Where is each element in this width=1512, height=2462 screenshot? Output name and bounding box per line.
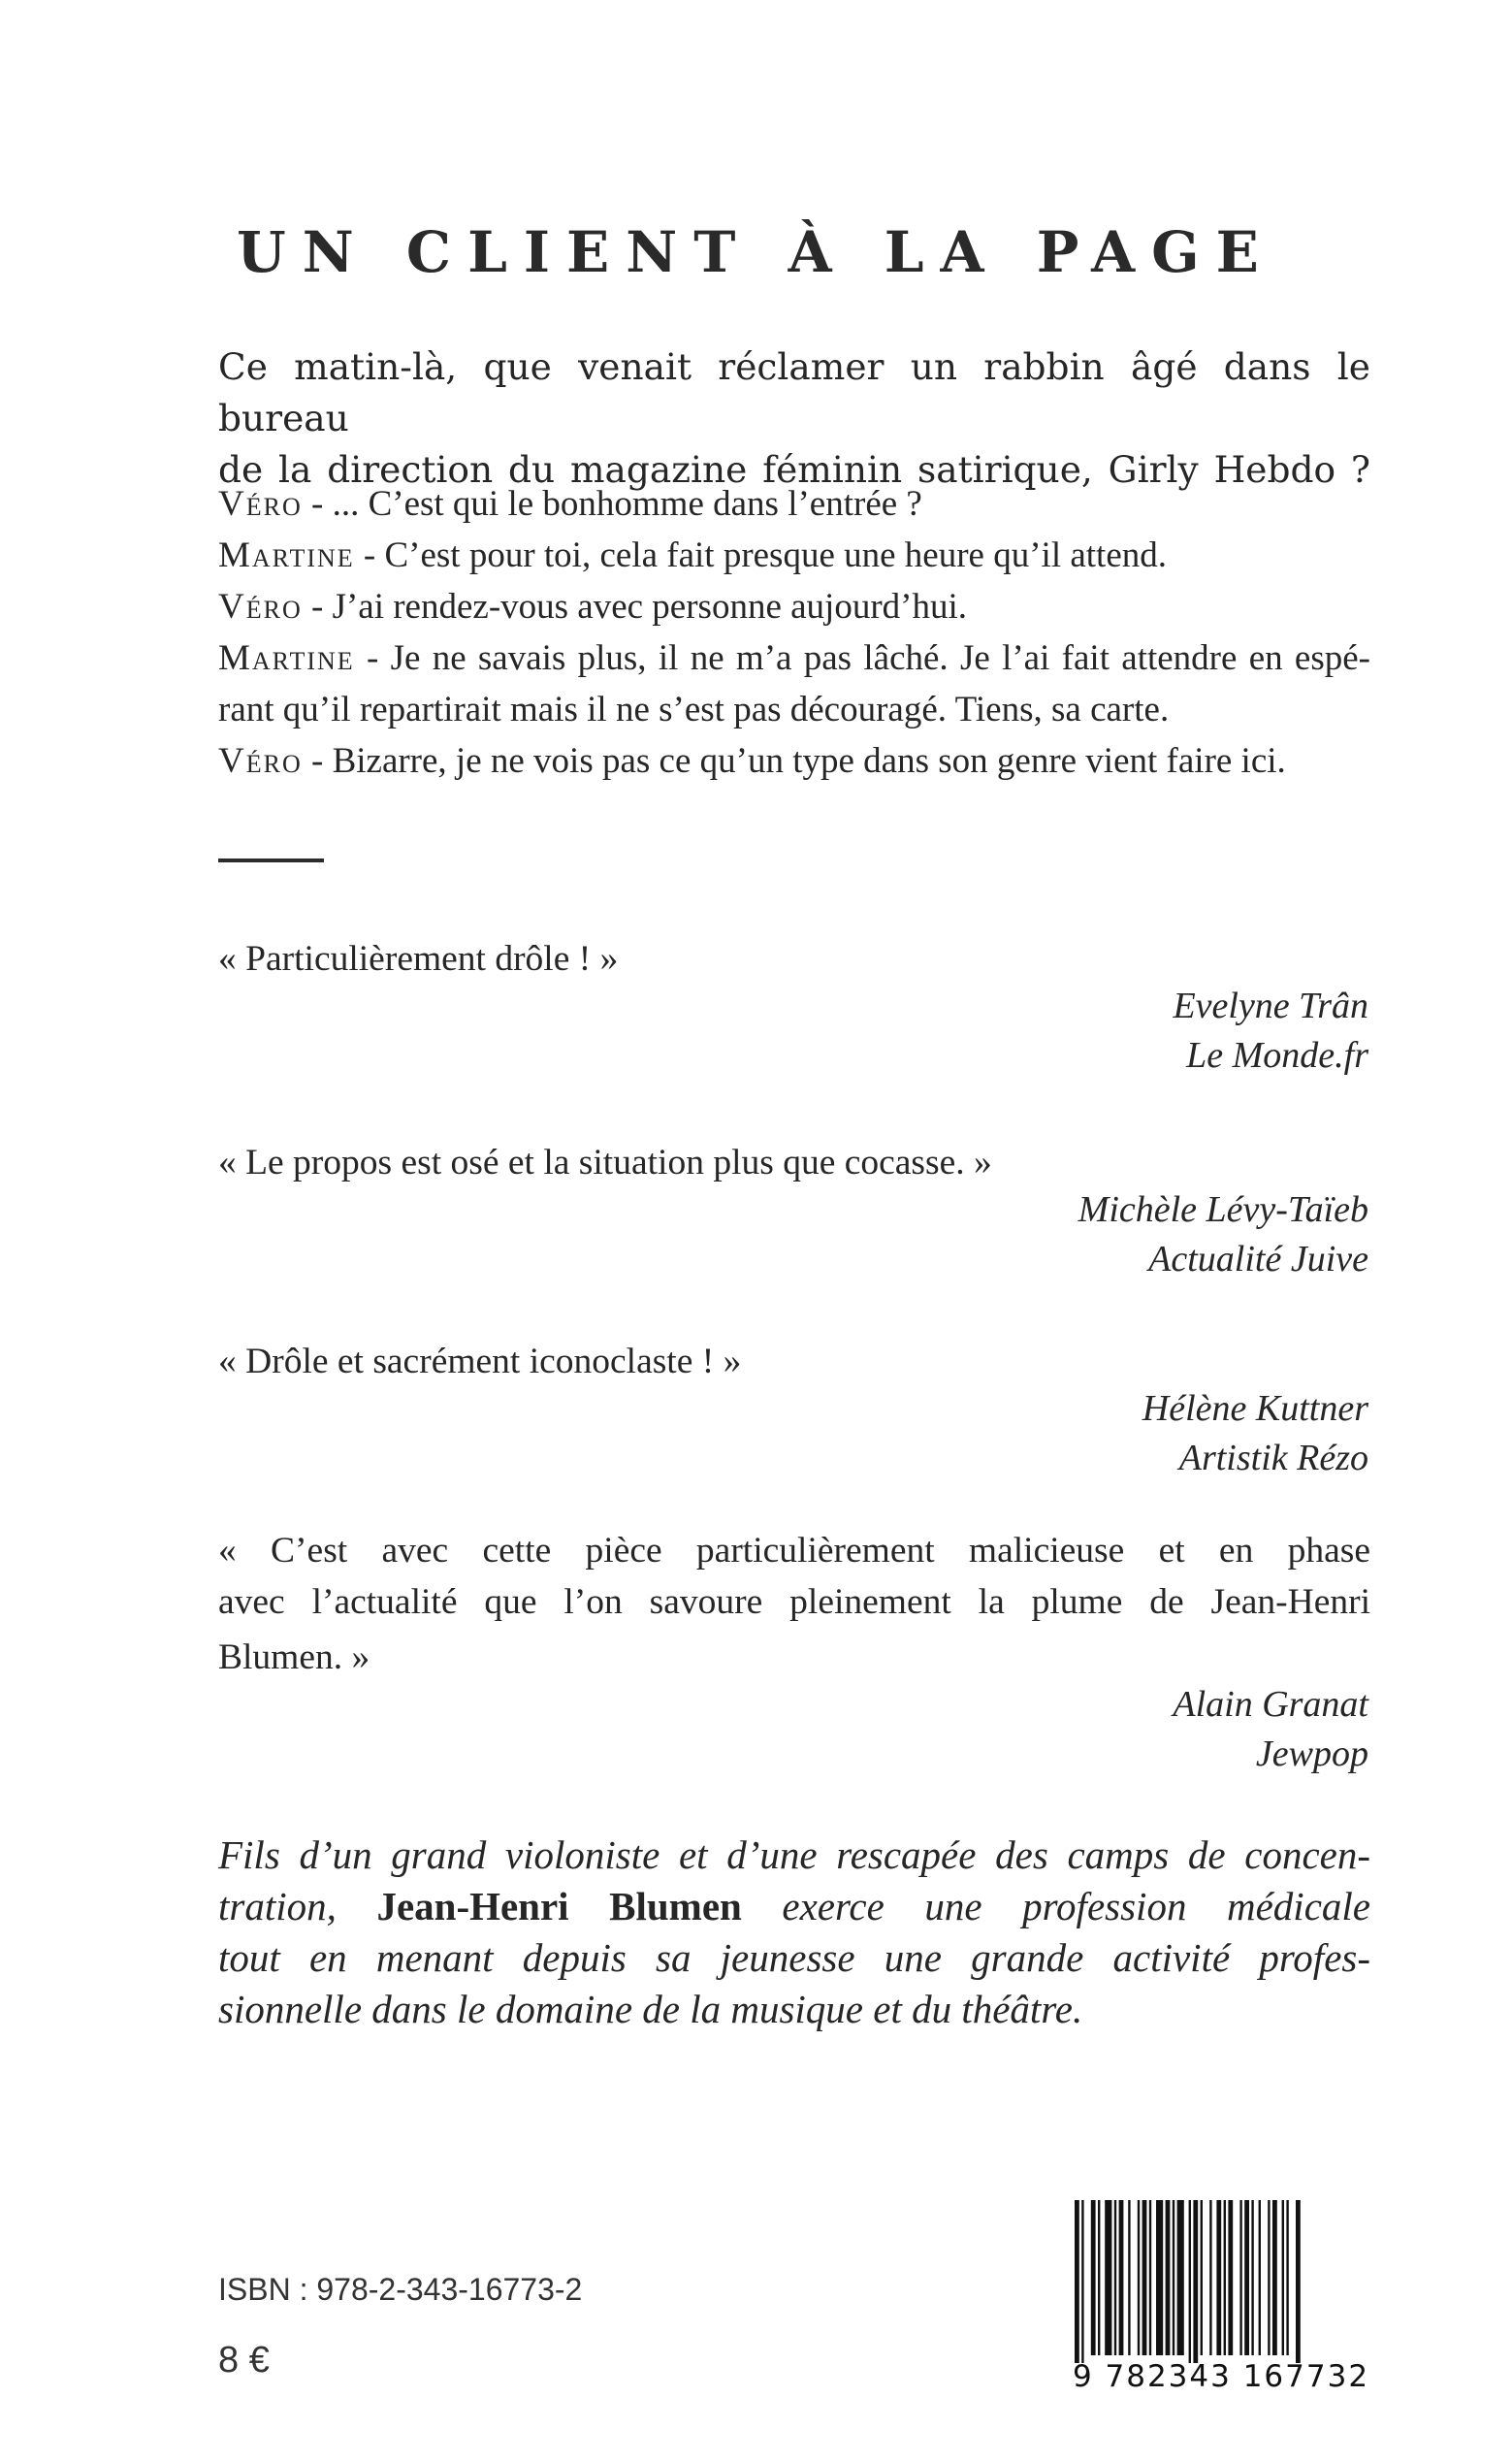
barcode-bar: [1259, 2200, 1261, 2355]
barcode-bar: [1081, 2200, 1083, 2363]
barcode-bar: [1239, 2200, 1241, 2355]
dialogue-line: Véro - J’ai rendez-vous avec personne aujourd’hui.: [218, 587, 967, 627]
dialogue-text: Bizarre, je ne vois pas ce qu’un type dans son genre vient faire ici.: [323, 741, 1286, 781]
barcode-bar: [1166, 2200, 1171, 2355]
review-attribution: [1173, 982, 1368, 1081]
speaker: Véro: [218, 741, 303, 781]
barcode-bar: [1173, 2200, 1174, 2355]
barcode-bar: [1224, 2200, 1226, 2355]
section-divider: [218, 858, 324, 862]
dialogue-line: Martine - Je ne savais plus, il ne m’a pas lâché. Je l’ai fait attendre en espé-: [218, 638, 1371, 678]
barcode-bar: [1105, 2200, 1111, 2355]
review-source: Actualité Juive: [1148, 1239, 1368, 1280]
barcode-bar: [1268, 2200, 1270, 2355]
barcode-bar: [1075, 2200, 1079, 2363]
review-source: Artistik Rézo: [1178, 1438, 1368, 1478]
price: 8 €: [218, 2340, 270, 2381]
dialogue-text: rant qu’il repartirait mais il ne s’est pas découragé. Tiens, sa carte.: [218, 690, 1170, 729]
barcode-digits: 9 782343 167732: [1072, 2359, 1370, 2394]
barcode-bar: [1209, 2200, 1211, 2355]
review-attribution: [1142, 1384, 1368, 1483]
speaker: Martine: [218, 638, 355, 678]
barcode-bar: [1272, 2200, 1277, 2355]
dialogue-text: C’est pour toi, cela fait presque une heure qu’il attend.: [375, 535, 1168, 575]
review-quote: « Le propos est osé et la situation plus que cocasse. »: [218, 1143, 992, 1182]
review-source: Le Monde.fr: [1186, 1035, 1368, 1076]
barcode-bar: [1098, 2200, 1100, 2355]
barcode-bar: [1128, 2200, 1130, 2355]
synopsis-line: de la direction du magazine féminin satirique, Girly Hebdo ?: [218, 448, 1370, 491]
barcode-bar: [1091, 2200, 1096, 2355]
barcode-bar: [1282, 2200, 1284, 2355]
speaker: Martine: [218, 535, 355, 575]
speaker: Véro: [218, 587, 303, 627]
barcode-bar: [1149, 2200, 1151, 2355]
review-attribution: [1078, 1185, 1368, 1284]
barcode-bar: [1296, 2200, 1301, 2363]
barcode-bar: [1189, 2200, 1191, 2363]
barcode-bar: [1228, 2200, 1233, 2355]
review-source: Jewpop: [1255, 1733, 1368, 1774]
synopsis-line: Ce matin-là, que venait réclamer un rabbin âgé dans le bureau: [218, 345, 1370, 439]
dialogue-line: Véro - Bizarre, je ne vois pas ce qu’un type dans son genre vient faire ici.: [218, 741, 1286, 781]
review-attribution: [1173, 1680, 1368, 1779]
dialogue-text: ... C’est qui le bonhomme dans l’entrée ?: [323, 484, 922, 524]
barcode-bar: [1193, 2200, 1198, 2363]
barcode-bar: [1114, 2200, 1116, 2355]
barcode-bar: [1244, 2200, 1249, 2355]
review-author: Evelyne Trân: [1173, 986, 1368, 1026]
author-name: Jean-Henri Blumen: [376, 1884, 742, 1928]
barcode-bar: [1156, 2200, 1163, 2355]
dialogue-line: Martine - C’est pour toi, cela fait presque une heure qu’il attend.: [218, 535, 1168, 575]
dialogue-excerpt: [218, 478, 1370, 787]
review-author: Alain Granat: [1173, 1684, 1368, 1725]
book-title: UN CLIENT À LA PAGE: [237, 219, 1275, 285]
dialogue-line: [218, 684, 1370, 735]
review-quote: « C’est avec cette pièce particulièrement malicieuse et en phase avec l’actualité que l’on savoure pleinement la plume de Jean-Henri Blumen. »: [218, 1531, 1370, 1677]
review-quote: « Particulièrement drôle ! »: [218, 939, 619, 979]
review-quote: « Drôle et sacrément iconoclaste ! »: [218, 1342, 742, 1381]
barcode-bar: [1201, 2200, 1203, 2355]
barcode-bar: [1138, 2200, 1140, 2355]
barcode-bar: [1251, 2200, 1253, 2355]
barcode-bar: [1286, 2200, 1288, 2355]
synopsis: [218, 341, 1370, 496]
dialogue-text: Je ne savais plus, il ne m’a pas lâché. Je l’ai fait attendre en espé-: [378, 638, 1371, 678]
author-bio: Fils d’un grand violoniste et d’une rescapée des camps de concen- tration, Jean-Henri Blumen exerce une profession médicale tout en menant depuis sa jeunesse une grande activité profes- sionnelle dans le domaine de la musique et du théâtre.: [218, 1832, 1370, 2031]
review-author: Michèle Lévy-Taïeb: [1078, 1189, 1368, 1230]
barcode-bar: [1216, 2200, 1221, 2355]
dialogue-line: Véro - ... C’est qui le bonhomme dans l’entrée ?: [218, 484, 922, 524]
dialogue-text: J’ai rendez-vous avec personne aujourd’hui.: [323, 587, 967, 627]
review-author: Hélène Kuttner: [1142, 1388, 1368, 1429]
speaker: Véro: [218, 484, 303, 524]
barcode-bar: [1142, 2200, 1147, 2355]
isbn: ISBN : 978-2-343-16773-2: [218, 2272, 583, 2307]
barcode-bar: [1177, 2200, 1184, 2355]
barcode-bar: [1119, 2200, 1124, 2355]
